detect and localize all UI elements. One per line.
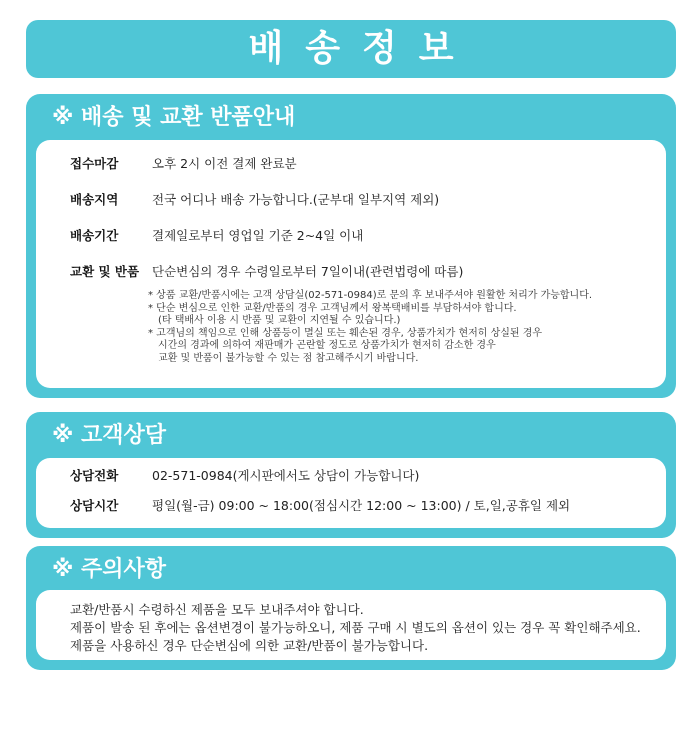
row-value: 평일(월-금) 09:00 ~ 18:00(점심시간 12:00 ~ 13:00) / 토,일,공휴일 제외 <box>152 498 571 513</box>
shipping-info-banner <box>26 20 676 78</box>
caution-section-title: ※ 주의사항 <box>52 557 167 582</box>
row-value: 결제일로부터 영업일 기준 2~4일 이내 <box>152 228 364 243</box>
note-line: * 고객님의 책임으로 인해 상품등이 멸실 또는 훼손된 경우, 상품가치가 현저히 상실된 경우 <box>148 327 543 339</box>
customer-service-section <box>26 412 676 538</box>
caution-line: 제품을 사용하신 경우 단순변심에 의한 교환/반품이 불가능합니다. <box>70 638 429 653</box>
shipping-section-title: ※ 배송 및 교환 반품안내 <box>52 105 296 130</box>
consult-section-body <box>36 458 666 528</box>
info-row-exchange <box>70 264 463 280</box>
note-line: 교환 및 반품이 불가능할 수 있는 점 참고해주시기 바랍니다. <box>158 352 419 364</box>
row-value: 단순변심의 경우 수령일로부터 7일이내(관련법령에 따름) <box>152 264 464 279</box>
shipping-exchange-section <box>26 94 676 398</box>
info-row-period <box>70 228 363 244</box>
row-label: 접수마감 <box>70 156 119 171</box>
consult-section-title: ※ 고객상담 <box>52 423 167 448</box>
row-label: 상담전화 <box>70 468 119 483</box>
caution-line: 교환/반품시 수령하신 제품을 모두 보내주셔야 합니다. <box>70 602 364 617</box>
shipping-section-body <box>36 140 666 388</box>
note-line: * 단순 변심으로 인한 교환/반품의 경우 고객님께서 왕복택배비를 부담하셔야 합니다. <box>148 302 517 314</box>
info-row-deadline <box>70 156 297 172</box>
exchange-notes <box>148 290 592 366</box>
info-row-hours <box>70 498 570 514</box>
row-label: 배송기간 <box>70 228 119 243</box>
caution-section <box>26 546 676 670</box>
info-row-area <box>70 192 439 208</box>
banner-title: 배송정보 <box>248 28 476 69</box>
caution-line: 제품이 발송 된 후에는 옵션변경이 불가능하오니, 제품 구매 시 별도의 옵션이 있는 경우 꼭 확인해주세요. <box>70 620 641 635</box>
row-label: 상담시간 <box>70 498 119 513</box>
note-line: 시간의 경과에 의하여 재판매가 곤란할 정도로 상품가치가 현저히 감소한 경우 <box>158 340 496 352</box>
note-line: * 상품 교환/반품시에는 고객 상담실(02-571-0984)로 문의 후 보내주셔야 원활한 처리가 가능합니다. <box>148 290 593 301</box>
info-row-phone <box>70 468 419 484</box>
caution-section-body <box>36 590 666 660</box>
row-value: 전국 어디나 배송 가능합니다.(군부대 일부지역 제외) <box>152 192 440 207</box>
note-line: (타 택배사 이용 시 반품 및 교환이 지연될 수 있습니다.) <box>158 315 401 327</box>
row-value: 02-571-0984(게시판에서도 상담이 가능합니다) <box>152 468 420 483</box>
row-label: 교환 및 반품 <box>70 264 140 279</box>
row-value: 오후 2시 이전 결제 완료분 <box>152 156 297 171</box>
row-label: 배송지역 <box>70 192 119 207</box>
